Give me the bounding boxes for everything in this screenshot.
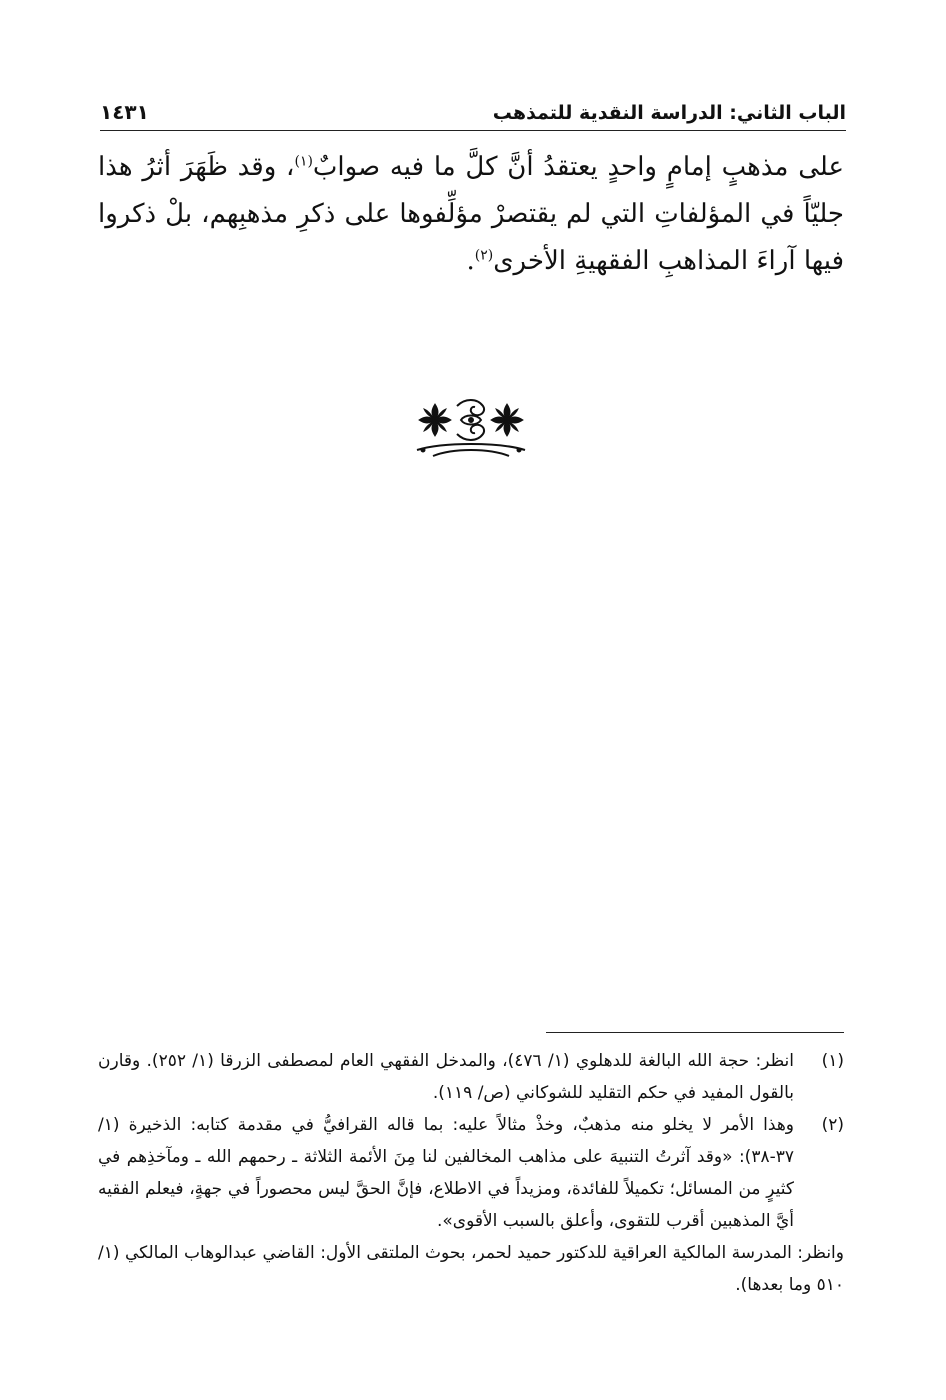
paragraph xyxy=(98,144,844,285)
footnote-text: انظر: حجة الله البالغة للدهلوي (١/ ٤٧٦)، والمدخل الفقهي العام لمصطفى الزرقا (١/ ٢٥٢). وقارن بالقول المفيد في حكم التقليد للشوكاني (ص/ ١١٩). xyxy=(98,1051,795,1103)
footnotes xyxy=(98,1045,844,1301)
page-number: ١٤٣١ xyxy=(100,100,149,124)
footnote-ref-1: (١) xyxy=(294,153,313,170)
footnote-text: وانظر: المدرسة المالكية العراقية للدكتور حميد لحمر، بحوث الملتقى الأول: القاضي عبدالوهاب المالكي (١/ ٥١٠ وما بعدها). xyxy=(98,1243,844,1295)
footnote-divider xyxy=(546,1032,844,1033)
footnote-number: (١) xyxy=(821,1051,844,1071)
chapter-title: الباب الثاني: الدراسة النقدية للتمذهب xyxy=(492,102,846,124)
text-segment: . xyxy=(466,246,475,276)
footnote-2-continuation xyxy=(98,1237,844,1301)
running-header xyxy=(100,96,846,131)
footnote-number: (٢) xyxy=(821,1115,844,1135)
footnote-text: وهذا الأمر لا يخلو منه مذهبٌ، وخذْ مثالاً عليه: بما قاله القرافيُّ في مقدمة كتابه: الذخيرة (١/ ٣٧-٣٨): «وقد آثرتُ التنبيهَ على مذاهب المخالفين لنا مِنَ الأئمة الثلاثة ـ رحمهم الله ـ ومآخذِهم في كثيرٍ من المسائل؛ تكميلاً للفائدة، ومزيداً في الاطلاع، فإنَّ الحقَّ ليس محصوراً في جهةٍ، فيعلم الفقيه أيَّ المذهبين أقرب للتقوى، وأعلق بالسبب الأقوى». xyxy=(98,1115,794,1231)
footnote-1 xyxy=(98,1045,844,1109)
main-paragraph xyxy=(98,144,844,285)
footnote-ref-2: (٢) xyxy=(474,247,494,264)
text-segment: على مذهبٍ إمامٍ واحدٍ يعتقدُ أنَّ كلَّ ما فيه صوابٌ xyxy=(312,152,844,182)
footnote-2 xyxy=(98,1109,844,1237)
floral-ornament-icon xyxy=(413,396,529,460)
text-segment: ، وقد ظَهَرَ أثرُ هذا جليّاً في المؤلفاتِ التي لم يقتصرْ مؤلِّفوها على ذكرِ مذهبِهم، بلْ ذكروا فيها آراءَ المذاهبِ الفقهيةِ الأخرى xyxy=(98,152,844,276)
